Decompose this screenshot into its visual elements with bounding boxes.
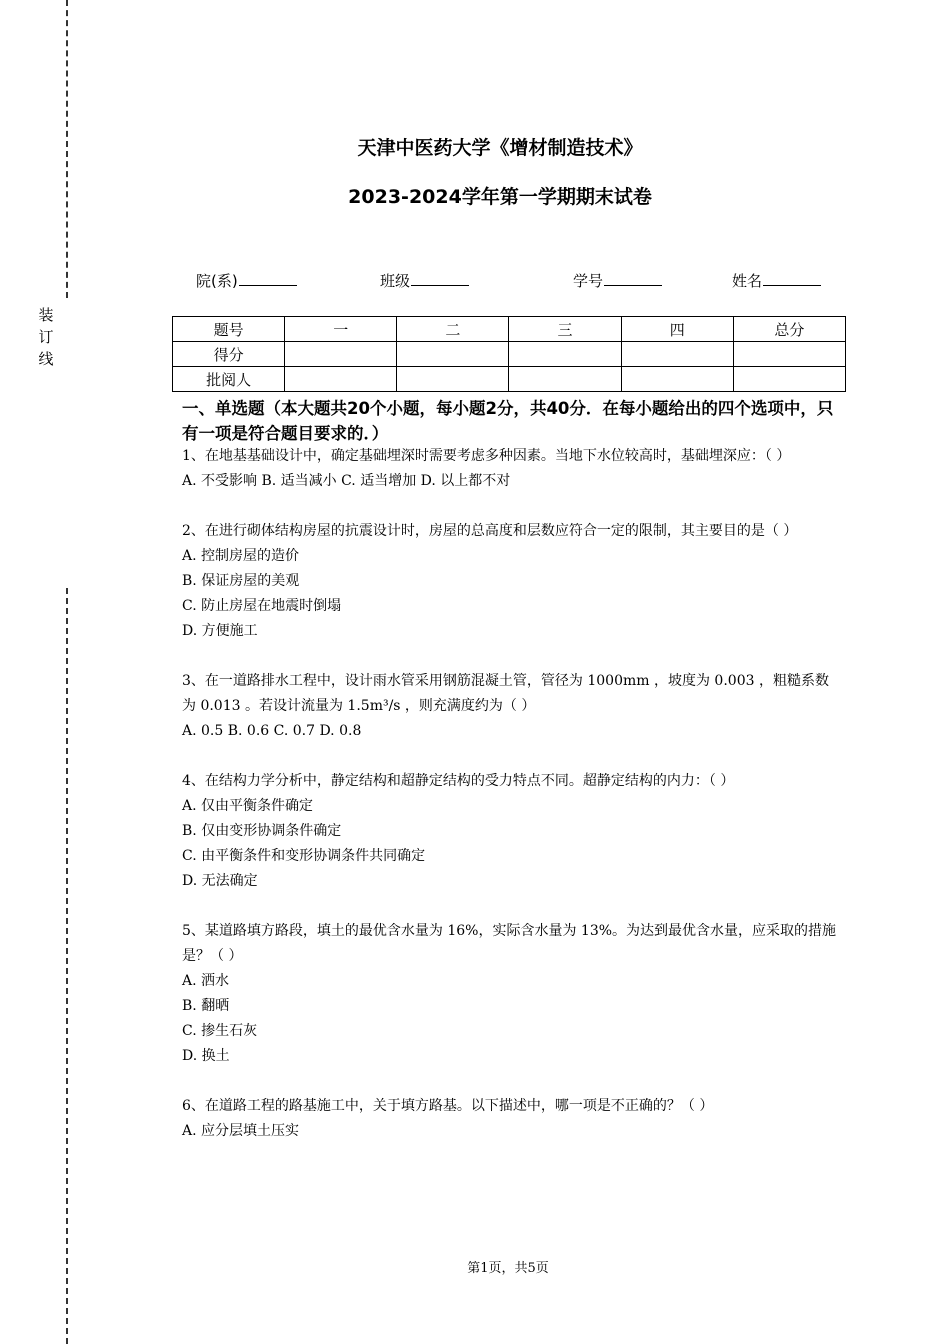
question-list [182,444,840,1169]
score-table [172,316,846,392]
grader-cell[interactable] [509,367,621,392]
binding-char: 订 [38,328,54,346]
option-c: C. 由平衡条件和变形协调条件共同确定 [182,848,426,864]
header-cell: 总分 [733,317,845,342]
question-stem: 6、在道路工程的路基施工中，关于填方路基。以下描述中，哪一项是不正确的？（ ） [182,1098,714,1114]
header-cell: 一 [285,317,397,342]
option-b: B. 翻晒 [182,998,230,1014]
question-stem: 4、在结构力学分析中，静定结构和超静定结构的受力特点不同。超静定结构的内力：（ ） [182,773,735,789]
page-footer: 第1页，共5页 [467,1261,549,1276]
option-d: D. 无法确定 [182,873,258,889]
student-id-field[interactable] [573,270,662,291]
class-blank[interactable] [411,271,469,286]
question-5 [182,919,840,1069]
option-b: B. 保证房屋的美观 [182,573,300,589]
department-field[interactable] [196,270,297,291]
question-stem: 3、在一道路排水工程中，设计雨水管采用钢筋混凝土管，管径为 1000mm ，坡度为 0.003 ，粗糙系数为 0.013 。若设计流量为 1.5m³/s ，则充满度约为（ ） [182,673,829,714]
question-options: A. 不受影响 B. 适当减小 C. 适当增加 D. 以上都不对 [182,473,511,489]
student-id-blank[interactable] [604,271,662,286]
header-cell: 二 [397,317,509,342]
question-4 [182,769,840,894]
grader-cell[interactable] [733,367,845,392]
name-label: 姓名 [732,272,763,290]
question-stem: 5、某道路填方路段，填土的最优含水量为 16%，实际含水量为 13%。为达到最优含水量，应采取的措施是？（ ） [182,923,837,964]
class-label: 班级 [380,272,411,290]
question-6 [182,1094,840,1144]
header-cell: 题号 [173,317,285,342]
binding-dashed-line-bottom [66,588,68,1344]
option-a: A. 应分层填土压实 [182,1123,300,1139]
option-a: A. 洒水 [182,973,230,989]
question-1 [182,444,840,494]
option-d: D. 换土 [182,1048,230,1064]
grader-row [173,367,846,392]
grader-cell[interactable] [397,367,509,392]
question-2 [182,519,840,644]
grader-cell[interactable] [621,367,733,392]
name-field[interactable] [732,270,821,291]
question-stem: 1、在地基基础设计中，确定基础埋深时需要考虑多种因素。当地下水位较高时，基础埋深应：（ ） [182,448,791,464]
option-d: D. 方便施工 [182,623,258,639]
header-cell: 三 [509,317,621,342]
question-options: A. 0.5 B. 0.6 C. 0.7 D. 0.8 [182,723,362,739]
row-label: 得分 [173,342,285,367]
class-field[interactable] [380,270,469,291]
option-a: A. 仅由平衡条件确定 [182,798,314,814]
department-blank[interactable] [239,271,297,286]
score-cell[interactable] [509,342,621,367]
option-a: A. 控制房屋的造价 [182,548,300,564]
header-cell: 四 [621,317,733,342]
question-3 [182,669,840,744]
binding-char: 线 [38,350,54,368]
score-cell[interactable] [397,342,509,367]
score-cell[interactable] [733,342,845,367]
option-c: C. 防止房屋在地震时倒塌 [182,598,342,614]
grader-cell[interactable] [285,367,397,392]
option-b: B. 仅由变形协调条件确定 [182,823,342,839]
option-c: C. 掺生石灰 [182,1023,258,1039]
name-blank[interactable] [763,271,821,286]
exam-subtitle: 2023-2024学年第一学期期末试卷 [348,186,652,208]
score-cell[interactable] [621,342,733,367]
section-heading: 一、单选题（本大题共20个小题，每小题2分，共40分．在每小题给出的四个选项中，只有一项是符合题目要求的．） [182,399,834,443]
score-table-header-row [173,317,846,342]
score-cell[interactable] [285,342,397,367]
row-label: 批阅人 [173,367,285,392]
score-row [173,342,846,367]
binding-label [37,304,55,370]
student-id-label: 学号 [573,272,604,290]
exam-title: 天津中医药大学《增材制造技术》 [357,137,643,159]
department-label: 院(系) [196,272,238,290]
binding-char: 装 [38,306,54,324]
question-stem: 2、在进行砌体结构房屋的抗震设计时，房屋的总高度和层数应符合一定的限制，其主要目的是（ ） [182,523,798,539]
